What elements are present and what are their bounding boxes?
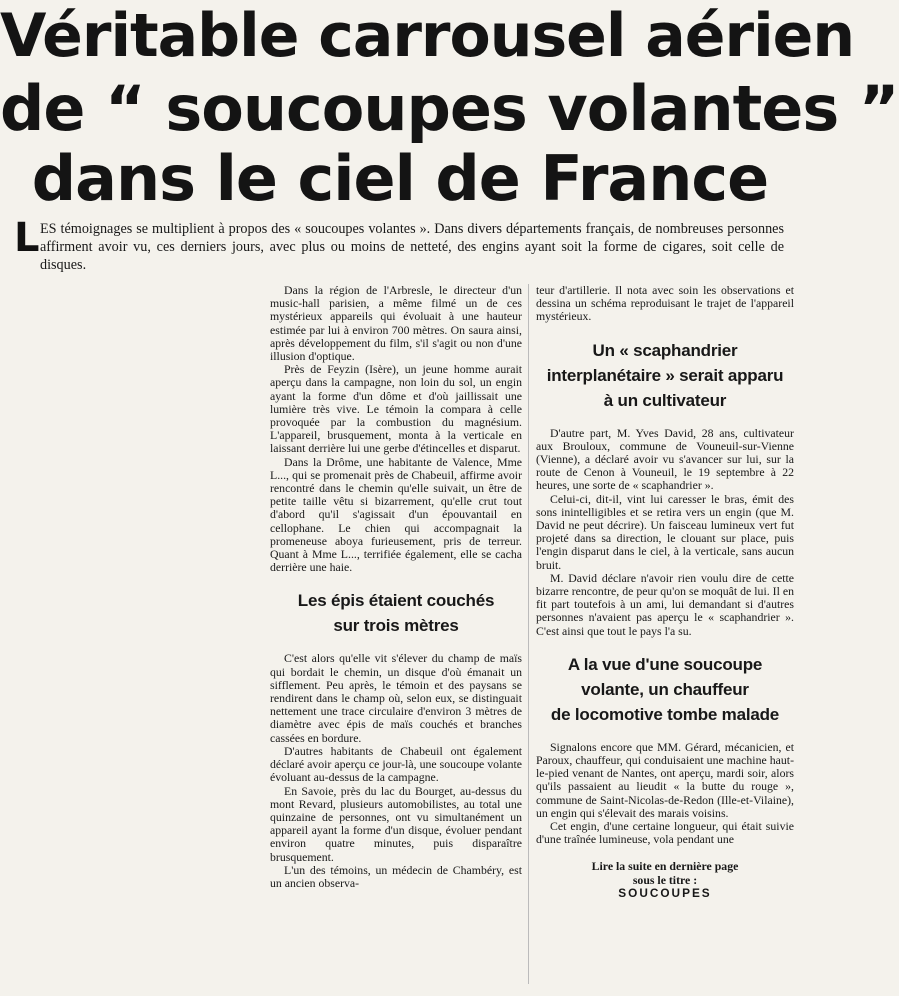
paragraph: D'autre part, M. Yves David, 28 ans, cultivateur aux Brouloux, commune de Vouneuil-sur-Vienne (Vienne), a déclaré avoir vu s'avancer sur lui, sur la route de Cenon à Vouneuil, le 19 septembre à 22 heures, une sorte de « scaphandrier ». bbox=[536, 425, 794, 493]
subheading-line: de locomotive tombe malade bbox=[550, 704, 780, 724]
subheading-line: à un cultivateur bbox=[603, 390, 727, 410]
headline-line-2: de “ soucoupes volantes ” bbox=[0, 72, 899, 145]
subheading-scaphandrier bbox=[536, 338, 794, 413]
lead-text: ES témoignages se multiplient à propos des « soucoupes volantes ». Dans divers départements français, de nombreuses personnes affirment avoir vu, ces derniers jours, avec plus ou moins de netteté, des engins ayant soit la forme de cigares, soit celle de disques. bbox=[40, 221, 784, 273]
headline-line-1: Véritable carrousel aérien bbox=[0, 1, 855, 71]
paragraph: Cet engin, d'une certaine longueur, qui était suivie d'une traînée lumineuse, vola pendant une bbox=[536, 819, 794, 847]
subheading-line: sur trois mètres bbox=[333, 616, 459, 636]
article-column-1 bbox=[270, 284, 522, 890]
subheading-line: interplanétaire » serait apparu bbox=[546, 365, 784, 385]
paragraph: M. David déclare n'avoir rien voulu dire de cette bizarre rencontre, de peur qu'on se moquât de lui. Il en fit part toutefois à un ami, lui demandant si d'autres personnes n'avaient pas aperçu le « scaphandrier ». C'est ainsi que tout le pays l'a su. bbox=[536, 570, 794, 638]
article-column-2 bbox=[536, 284, 794, 900]
paragraph: D'autres habitants de Chabeuil ont également déclaré avoir aperçu ce jour-là, une soucoupe volante évoluant au-dessus de la campagne. bbox=[270, 743, 522, 785]
paragraph: Dans la Drôme, une habitante de Valence, Mme L..., qui se promenait près de Chabeuil, affirme avoir rencontré dans le chemin qu'elle suivait, un être de petite taille vêtu si bizarrement, qu'elle crut tout d'abord qu'il s'agissait d'un épouvantail en cellophane. Le chien qui accompagnait la promeneuse aboya furieusement, pris de terreur. Quant à Mme L..., terrifiée également, elle se cacha derrière une haie. bbox=[270, 454, 522, 575]
subheading-line: Un « scaphandrier bbox=[592, 340, 738, 360]
paragraph: Près de Feyzin (Isère), un jeune homme aurait aperçu dans la campagne, non loin du sol, un engin ayant la forme d'un dôme et d'où jaillissait une lumière très vive. Le témoin la compara à celle provoquée par la combustion du magnésium. L'appareil, brusquement, monta à la verticale en laissant derrière lui une gerbe d'étincelles et disparut. bbox=[270, 362, 522, 456]
subheading-epis bbox=[270, 588, 522, 638]
paragraph: Signalons encore que MM. Gérard, mécanicien, et Paroux, chauffeur, qui conduisaient une machine haut-le-pied venant de Nantes, ont aperçu, mardi soir, alors qu'ils passaient au lieudit « la butte du rouge », commune de Saint-Nicolas-de-Redon (Ille-et-Vilaine), un engin qui s'élevait des marais voisins. bbox=[536, 739, 794, 820]
continuation-title: SOUCOUPES bbox=[618, 885, 712, 900]
paragraph: teur d'artillerie. Il nota avec soin les observations et dessina un schéma reproduisant le trajet de l'appareil mystérieux. bbox=[536, 283, 794, 324]
subheading-line: volante, un chauffeur bbox=[581, 679, 749, 699]
paragraph: C'est alors qu'elle vit s'élever du champ de maïs qui bordait le chemin, un disque d'où émanait un sifflement. Peu après, le témoin et des paysans se rendirent dans le champ où, selon eux, se distinguait nettement une trace circulaire d'environ 3 mètres de diamètre avec épis de maïs couchés et branches cassées en bordure. bbox=[270, 651, 522, 745]
headline-line-3: dans le ciel de France bbox=[31, 142, 769, 215]
paragraph: L'un des témoins, un médecin de Chambéry, est un ancien observa- bbox=[270, 862, 522, 890]
continuation-line: sous le titre : bbox=[632, 872, 698, 887]
paragraph: Celui-ci, dit-il, vint lui caresser le bras, émit des sons inintelligibles et se retira vers un engin (que M. David ne peut décrire). Un faisceau lumineux vert fut projeté dans sa direction, le clouant sur place, puis l'engin disparut dans le ciel, à la verticale, sans aucun bruit. bbox=[536, 491, 794, 572]
subheading-line: A la vue d'une soucoupe bbox=[567, 654, 763, 674]
continuation-line: Lire la suite en dernière page bbox=[591, 859, 739, 874]
subheading-line: Les épis étaient couchés bbox=[297, 591, 495, 611]
drop-cap: L bbox=[14, 215, 40, 261]
subheading-locomotive bbox=[536, 652, 794, 727]
paragraph: En Savoie, près du lac du Bourget, au-dessus du mont Revard, plusieurs automobilistes, au total une quinzaine de personnes, ont vu simultanément un appareil ayant la forme d'un disque, évoluer pendant environ quatre minutes, puis disparaître brusquement. bbox=[270, 783, 522, 864]
continuation-note bbox=[536, 860, 794, 900]
paragraph: Dans la région de l'Arbresle, le directeur d'un music-hall parisien, a même filmé un de ces mystérieux appareils qui évoluait à une hauteur estimée par lui à environ 700 mètres. On saura ainsi, après développement du film, s'il s'agit ou non d'une illusion d'optique. bbox=[270, 283, 522, 364]
column-divider bbox=[528, 284, 529, 984]
lead-paragraph bbox=[14, 215, 784, 274]
